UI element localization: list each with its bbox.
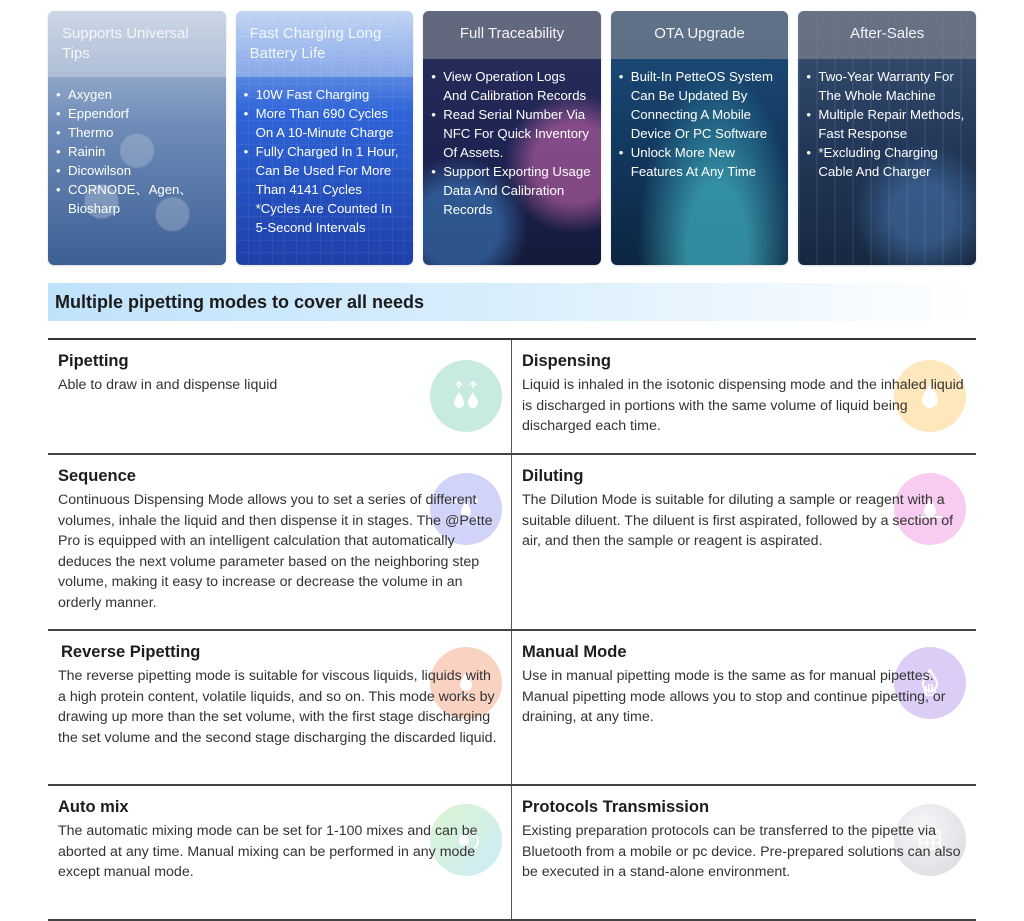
card-title: After-Sales xyxy=(798,11,976,59)
mode-title: Sequence xyxy=(58,467,136,485)
list-item: • Dicowilson xyxy=(68,161,216,180)
list-item: • Rainin xyxy=(68,142,216,161)
card-title: Supports Universal Tips xyxy=(48,11,226,77)
mode-description: The automatic mixing mode can be set for 1-100 mixes and can be aborted at any time. Manual mixing can be performed in any mode except manual mode. xyxy=(58,823,478,881)
modes-row xyxy=(48,631,976,786)
list-item: • Fully Charged In 1 Hour, Can Be Used For More Than 4141 Cycles *Cycles Are Counted In 5-Second Intervals xyxy=(256,142,404,237)
card-after-sales xyxy=(798,11,976,265)
mode-reverse-pipetting xyxy=(48,631,512,784)
list-item: • *Excluding Charging Cable And Charger xyxy=(818,143,966,181)
list-item: • Thermo xyxy=(68,123,216,142)
mode-pipetting xyxy=(48,340,512,453)
list-item: • Axygen xyxy=(68,85,216,104)
mode-dispensing xyxy=(512,340,976,453)
mode-title: Reverse Pipetting xyxy=(61,643,201,661)
mode-auto-mix xyxy=(48,786,512,919)
mode-title: Dispensing xyxy=(522,352,611,370)
list-item: • Two-Year Warranty For The Whole Machine xyxy=(818,67,966,105)
mode-title: Diluting xyxy=(522,467,584,485)
card-universal-tips xyxy=(48,11,226,265)
mode-manual xyxy=(512,631,976,784)
mode-title: Auto mix xyxy=(58,798,129,816)
modes-row xyxy=(48,786,976,921)
card-ota-upgrade xyxy=(611,11,789,265)
card-list xyxy=(236,77,414,237)
list-item: • Unlock More New Features At Any Time xyxy=(631,143,779,181)
list-item: • Eppendorf xyxy=(68,104,216,123)
card-list xyxy=(423,59,601,219)
list-item: • View Operation Logs And Calibration Records xyxy=(443,67,591,105)
card-list xyxy=(48,77,226,218)
mode-description: Existing preparation protocols can be transferred to the pipette via Bluetooth from a mobile or pc device. Pre-prepared solutions can also be executed in a stand-alone environment. xyxy=(522,823,961,881)
list-item: • 10W Fast Charging xyxy=(256,85,404,104)
card-list xyxy=(611,59,789,181)
list-item: • Built-In PetteOS System Can Be Updated By Connecting A Mobile Device Or PC Software xyxy=(631,67,779,143)
mode-description: The reverse pipetting mode is suitable for viscous liquids, liquids with a high protein content, volatile liquids, and so on. This mode works by drawing up more than the set volume, with the first stage discharging the set volume and the second stage discharging the discarded liquid. xyxy=(58,668,497,746)
mode-title: Pipetting xyxy=(58,352,129,370)
modes-row xyxy=(48,340,976,455)
mode-description: Use in manual pipetting mode is the same as for manual pipettes. Manual pipetting mode allows you to stop and continue pipetting, or draining, at any time. xyxy=(522,668,946,726)
list-item: • Multiple Repair Methods, Fast Response xyxy=(818,105,966,143)
card-fast-charging xyxy=(236,11,414,265)
card-title: Full Traceability xyxy=(423,11,601,59)
modes-row xyxy=(48,455,976,631)
mode-diluting xyxy=(512,455,976,629)
list-item: • More Than 690 Cycles On A 10-Minute Charge xyxy=(256,104,404,142)
mode-title: Protocols Transmission xyxy=(522,798,710,816)
mode-protocols-transmission xyxy=(512,786,976,919)
feature-cards xyxy=(48,11,976,265)
card-list xyxy=(798,59,976,181)
droplets-icon xyxy=(430,360,502,432)
list-item: • Support Exporting Usage Data And Calibration Records xyxy=(443,162,591,219)
mode-description: The Dilution Mode is suitable for diluting a sample or reagent with a suitable diluent. The diluent is first aspirated, followed by a section of air, and then the sample or reagent is aspirated. xyxy=(522,492,954,550)
list-item: • CORNODE、Agen、Biosharp xyxy=(68,180,216,218)
card-title: Fast Charging Long Battery Life xyxy=(236,11,414,77)
card-traceability xyxy=(423,11,601,265)
modes-grid xyxy=(48,338,976,921)
mode-description: Able to draw in and dispense liquid xyxy=(58,377,278,393)
mode-title: Manual Mode xyxy=(522,643,627,661)
mode-description: Liquid is inhaled in the isotonic dispensing mode and the inhaled liquid is discharged in portions with the same volume of liquid being discharged each time. xyxy=(522,377,964,435)
mode-sequence xyxy=(48,455,512,629)
section-heading: Multiple pipetting modes to cover all needs xyxy=(48,283,976,321)
list-item: • Read Serial Number Via NFC For Quick Inventory Of Assets. xyxy=(443,105,591,162)
card-title: OTA Upgrade xyxy=(611,11,789,59)
mode-description: Continuous Dispensing Mode allows you to set a series of different volumes, inhale the liquid and then dispense it in stages. The @Pette Pro is equipped with an intelligent calculation that automatically deduces the next volume parameter based on the neighboring step volume, making it easy to increase or decrease the volume in an orderly manner. xyxy=(58,492,493,611)
